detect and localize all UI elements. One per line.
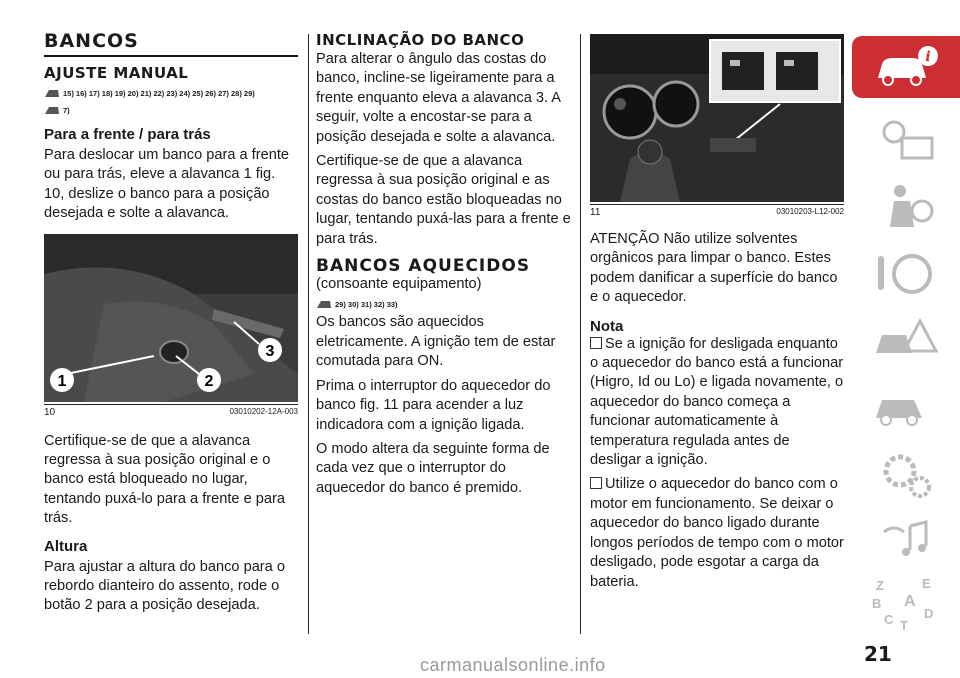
warning-refs: 15) 16) 17) 18) 19) 20) 21) 22) 23) 24) 25) 26) 27) 28) 29) — [63, 88, 255, 98]
multimedia-icon — [870, 516, 940, 566]
tab-warning-lights[interactable] — [852, 108, 952, 170]
car-service-icon — [870, 382, 940, 432]
figure-number: 11 — [590, 207, 601, 218]
gears-icon — [870, 449, 940, 499]
column-3 — [590, 34, 844, 597]
paragraph-certifique: Certifique-se de que a alavanca regressa à sua posição original e o banco está bloqueado no lugar, tentando puxá-lo para a frente e para trás. — [44, 432, 285, 527]
figure-code: 03010202-12A-003 — [229, 406, 298, 416]
callout-2 — [197, 368, 221, 392]
tab-steering[interactable] — [852, 242, 952, 304]
warning-lights-icon — [870, 114, 940, 164]
steering-icon — [870, 248, 940, 298]
heading-aquecidos: BANCOS AQUECIDOS — [316, 256, 531, 277]
warning-refs-row-3 — [316, 297, 572, 311]
figure-number: 10 — [44, 406, 56, 418]
page-number: 21 — [864, 642, 892, 666]
dashboard-photo — [590, 34, 844, 202]
checkbox-bullet-icon — [590, 477, 602, 489]
heading-altura: Altura — [44, 537, 88, 555]
warning-refs: 7) — [63, 105, 70, 115]
svg-text:D: D — [924, 606, 934, 621]
svg-text:B: B — [872, 596, 882, 611]
watermark: carmanualsonline.info — [420, 655, 606, 675]
tab-car-service[interactable] — [852, 376, 952, 438]
tab-accident[interactable] — [852, 309, 952, 371]
svg-text:E: E — [922, 576, 931, 591]
subsection-title: AJUSTE MANUAL — [44, 64, 189, 82]
svg-text:C: C — [884, 612, 894, 627]
svg-text:1: 1 — [57, 372, 67, 390]
nota-text-2: Utilize o aquecedor do banco com o motor em funcionamento. Se deixar o aquecedor do banco ligado durante longos períodos de tempo com o motor desligado, pode esgotar a carga da bateria. — [590, 476, 844, 590]
warning-refs-row-2 — [44, 103, 298, 117]
title-rule — [44, 55, 298, 57]
column-1 — [44, 28, 298, 621]
heading-frente: Para a frente / para trás — [44, 126, 211, 143]
warning-hand-icon — [316, 299, 332, 309]
paragraph-aquecidos-3: O modo altera da seguinte forma de cada vez que o interruptor do aquecedor do banco é premido. — [316, 440, 550, 496]
warning-refs: 29) 30) 31) 32) 33) — [335, 299, 398, 309]
paragraph-altura: Para ajustar a altura do banco para o rebordo dianteiro do assento, rode o botão 2 para a posição desejada. — [44, 558, 285, 614]
tab-gears[interactable] — [852, 443, 952, 505]
nota-text-1: Se a ignição for desligada enquanto o aquecedor do banco está a funcionar (Higro, Id ou Lo) e ligada novamente, o aquecedor do banco começa a funcionar automaticamente à temperatura regulada antes de desligar a ignição. — [590, 335, 844, 469]
callout-1 — [50, 368, 74, 392]
tab-car-info[interactable] — [852, 36, 960, 98]
column-divider — [308, 34, 309, 634]
callout-3 — [258, 338, 282, 362]
paragraph-aquecidos-1: Os bancos são aquecidos eletricamente. A ignição tem de estar comutada para ON. — [316, 314, 556, 370]
column-2 — [316, 30, 572, 503]
svg-text:3: 3 — [265, 342, 275, 360]
subheading-aquecidos: (consoante equipamento) — [316, 276, 482, 293]
svg-text:Z: Z — [876, 578, 884, 593]
warning-hand-icon — [44, 88, 60, 98]
nota-item-1 — [590, 335, 844, 471]
accident-icon — [870, 315, 940, 365]
warning-refs-row — [44, 86, 298, 100]
tab-multimedia[interactable] — [852, 510, 952, 572]
figure-11-caption — [590, 204, 844, 218]
figure-code: 03010203-L12-002 — [776, 207, 844, 216]
svg-text:2: 2 — [204, 372, 214, 390]
svg-text:A: A — [904, 593, 916, 610]
heading-inclinacao: INCLINAÇÃO DO BANCO — [316, 31, 525, 49]
paragraph-atencao: ATENÇÃO Não utilize solventes orgânicos para limpar o banco. Estes podem danificar a superfície do banco e o aquecedor. — [590, 231, 838, 306]
svg-text:T: T — [900, 618, 908, 632]
svg-text:i: i — [925, 49, 931, 65]
figure-11 — [590, 34, 844, 218]
nota-item-2 — [590, 475, 844, 591]
airbag-seatbelt-icon — [870, 181, 940, 231]
paragraph-aquecidos-2: Prima o interruptor do aquecedor do banco fig. 11 para acender a luz indicadora com a ignição ligada. — [316, 377, 551, 433]
warning-hand-icon — [44, 105, 60, 115]
tab-airbag[interactable] — [852, 175, 952, 237]
checkbox-bullet-icon — [590, 337, 602, 349]
figure-10-caption — [44, 404, 298, 418]
paragraph-inclinacao-1: Para alterar o ângulo das costas do banco, incline-se ligeiramente para a frente enquanto eleva a alavanca 3. A seguir, volte a encostar-se para a posição desejada e solte a alavanca. — [316, 51, 561, 145]
seat-photo — [44, 234, 298, 402]
figure-10 — [44, 234, 298, 418]
paragraph-frente: Para deslocar um banco para a frente ou para trás, eleve a alavanca 1 fig. 10, deslize o banco para a posição desejada e solte a alavanca. — [44, 147, 289, 222]
nota-title: Nota — [590, 317, 624, 335]
section-title: BANCOS — [44, 30, 139, 52]
tab-alphabet-index[interactable] — [852, 570, 952, 632]
paragraph-inclinacao-2: Certifique-se de que a alavanca regressa à sua posição original e as costas do banco estão bloqueadas no lugar, tentando puxá-las para a frente e para trás. — [316, 153, 571, 247]
column-divider — [580, 34, 581, 634]
alphabet-index-icon — [870, 576, 940, 632]
car-info-icon — [870, 42, 940, 92]
